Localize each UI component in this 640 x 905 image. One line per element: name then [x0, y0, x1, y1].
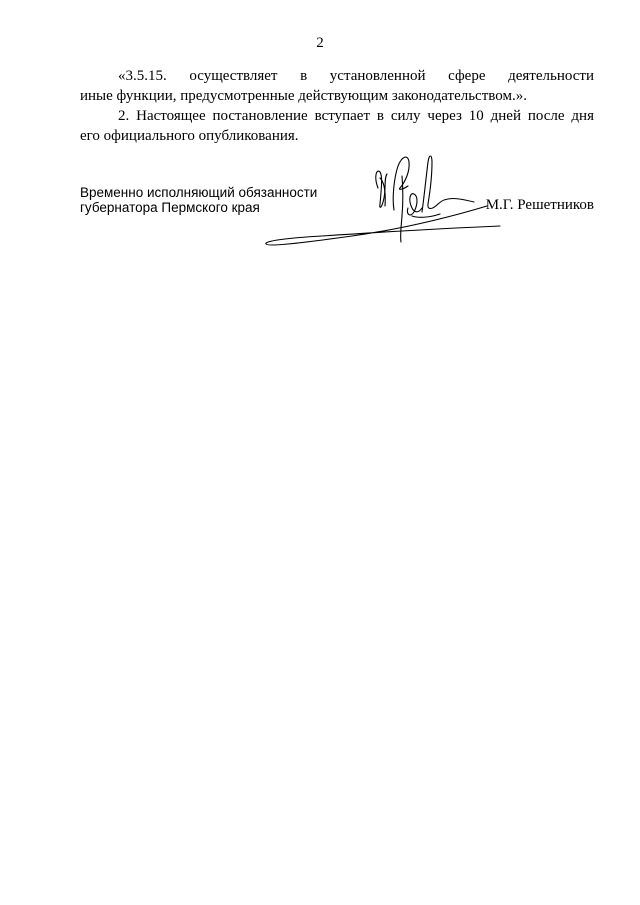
signer-title-line: Временно исполняющий обязанности: [80, 185, 318, 200]
page-number: 2: [316, 35, 324, 51]
signer-name: М.Г. Решетников: [485, 197, 594, 213]
signer-title-line: губернатора Пермского края: [80, 200, 260, 215]
paragraph-effective-date: [80, 106, 594, 146]
handwritten-signature-icon: [262, 148, 502, 250]
paragraph-line: его официального опубликования.: [80, 128, 299, 144]
paragraph-line: 2. Настоящее постановление вступает в силу через 10 дней после дня: [118, 108, 594, 124]
paragraph-item-3-5-15: [80, 66, 594, 106]
paragraph-line: «3.5.15. осуществляет в установленной сфере деятельности: [118, 68, 594, 84]
document-body: [80, 66, 594, 146]
paragraph-line: иные функции, предусмотренные действующим законодательством.».: [80, 88, 527, 104]
